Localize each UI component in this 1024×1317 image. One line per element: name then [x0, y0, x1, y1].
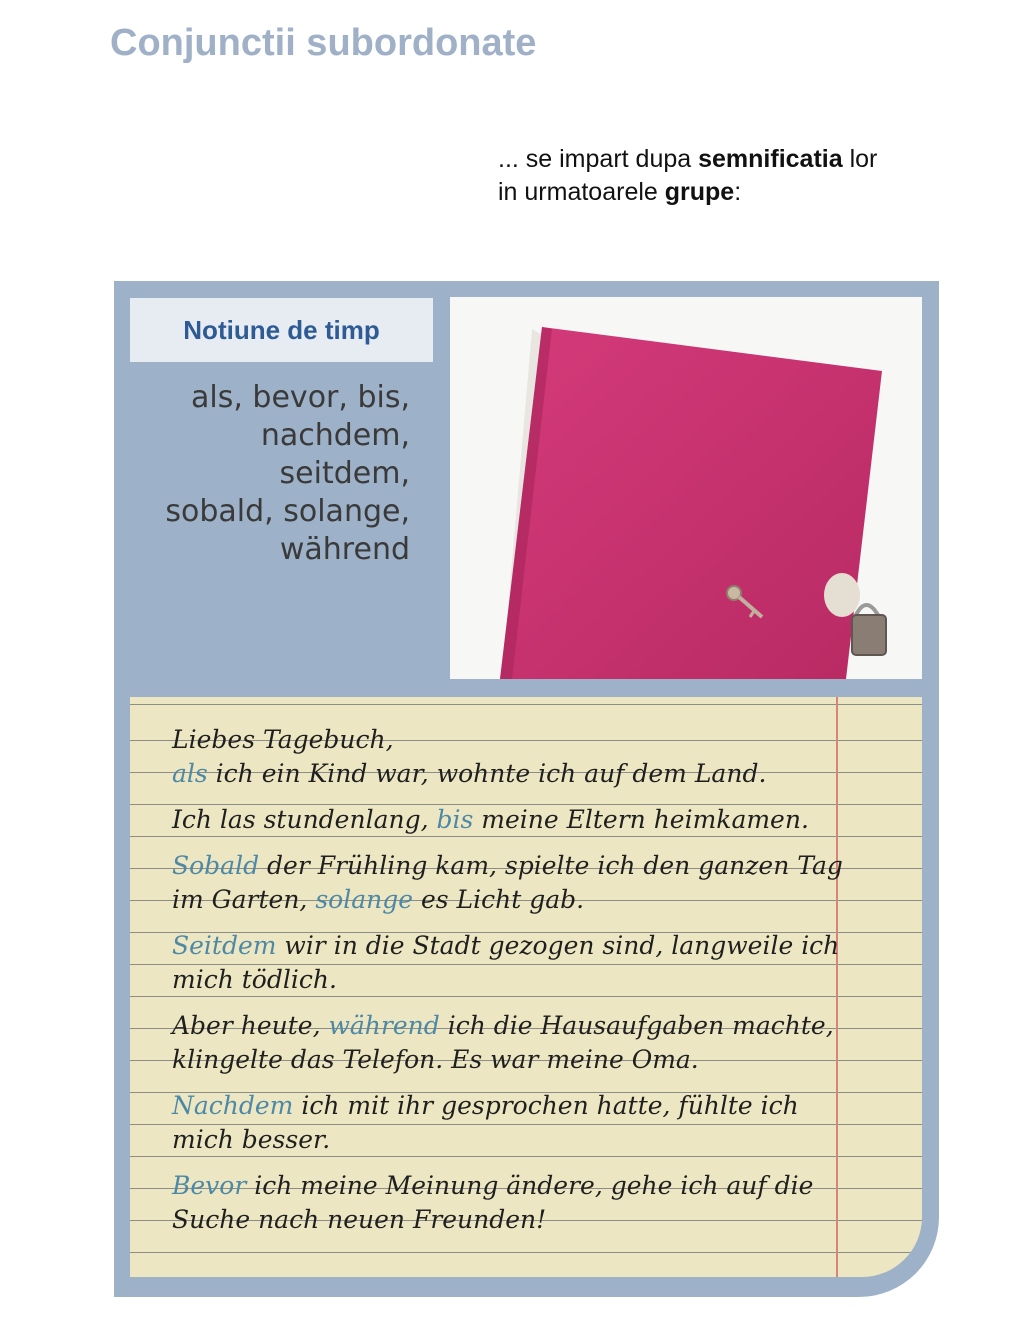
category-heading-box	[130, 298, 433, 362]
diary-line: Seitdem wir in die Stadt gezogen sind, langweile ich	[172, 931, 840, 960]
conjunction-line: als, bevor, bis,	[191, 380, 410, 415]
diary-note-paper	[130, 697, 922, 1277]
diary-line: Suche nach neuen Freunden!	[172, 1205, 547, 1234]
diary-line: im Garten, solange es Licht gab.	[172, 885, 585, 914]
category-heading: Notiune de timp	[183, 314, 380, 345]
diary-line: Nachdem ich mit ihr gesprochen hatte, fühlte ich	[172, 1091, 799, 1120]
diary-line: mich besser.	[172, 1125, 331, 1154]
diary-line: Sobald der Frühling kam, spielte ich den ganzen Tag	[172, 851, 843, 880]
intro-text	[498, 143, 877, 209]
conjunction-keyword: Sobald	[172, 851, 260, 880]
diary-line: mich tödlich.	[172, 965, 337, 994]
conjunction-line: während	[279, 532, 410, 567]
diary-greeting: Liebes Tagebuch,	[172, 725, 394, 754]
intro-line-1: ... se impart dupa semnificatia lor	[498, 145, 878, 173]
diary-cover	[500, 327, 882, 679]
diary-line: klingelte das Telefon. Es war meine Oma.	[172, 1045, 699, 1074]
conjunction-keyword: Bevor	[172, 1171, 247, 1200]
diary-line: Bevor ich meine Meinung ändere, gehe ich auf die	[172, 1171, 814, 1200]
conjunction-line: sobald, solange,	[165, 494, 410, 529]
conjunction-line: nachdem, seitdem,	[260, 418, 410, 491]
page-title: Conjunctii subordonate	[110, 22, 537, 64]
intro-line-2: in urmatoarele grupe:	[498, 178, 742, 206]
conjunction-keyword: bis	[436, 805, 474, 834]
diary-line: Aber heute, während ich die Hausaufgaben machte,	[172, 1011, 834, 1040]
diary-line: Ich las stundenlang, bis meine Eltern heimkamen.	[172, 805, 809, 834]
diary-illustration	[450, 297, 922, 679]
conjunction-keyword: Seitdem	[172, 931, 277, 960]
diary-photo	[450, 297, 922, 679]
conjunction-keyword: während	[328, 1011, 440, 1040]
diary-entry	[172, 723, 912, 1237]
time-conjunctions-panel	[114, 281, 939, 1297]
conjunction-keyword: als	[172, 759, 208, 788]
conjunction-keyword: solange	[315, 885, 413, 914]
conjunction-list	[124, 379, 410, 569]
diary-line: als ich ein Kind war, wohnte ich auf dem Land.	[172, 759, 767, 788]
conjunction-keyword: Nachdem	[172, 1091, 294, 1120]
